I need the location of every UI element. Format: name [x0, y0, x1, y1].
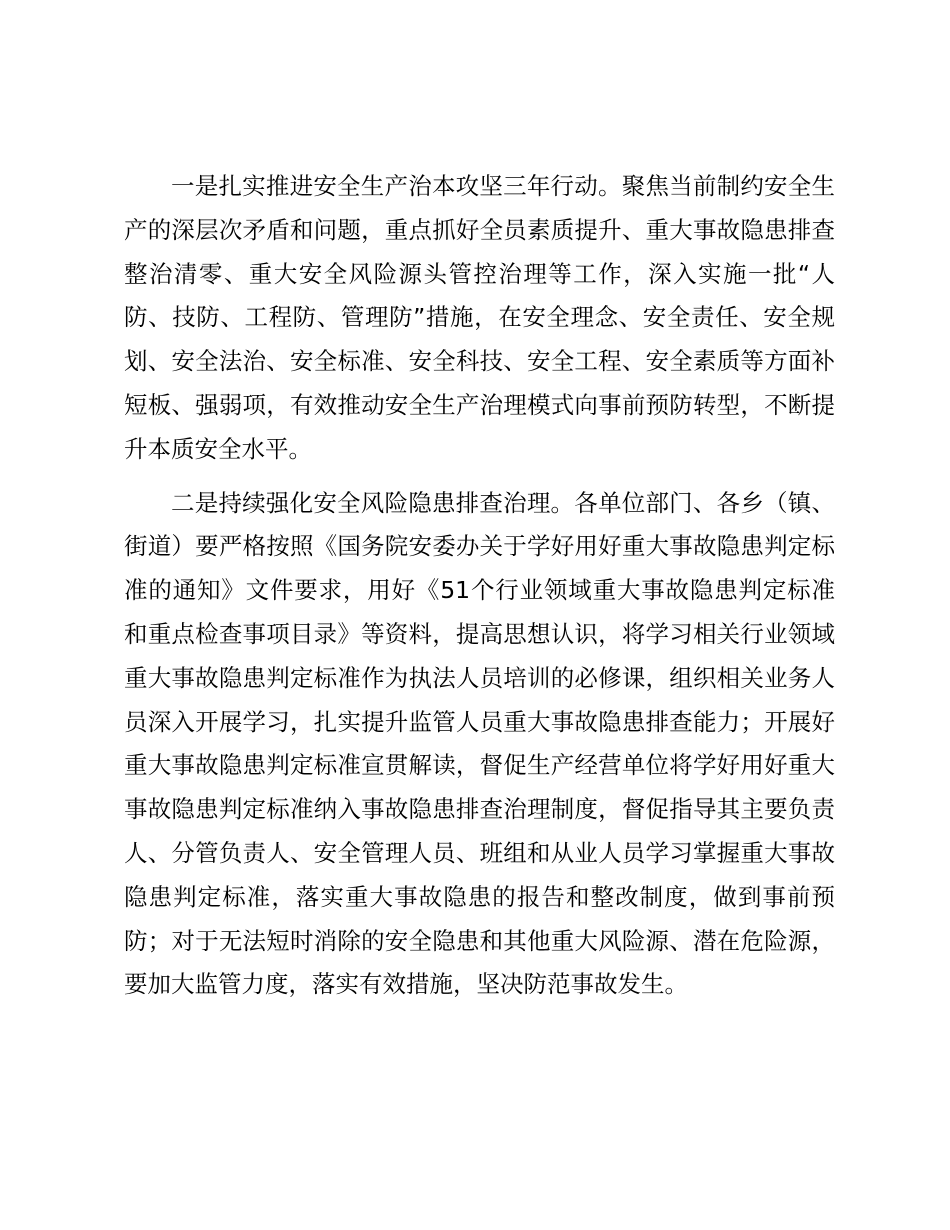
paragraph-2: 二是持续强化安全风险隐患排查治理。各单位部门、各乡（镇、街道）要严格按照《国务院安委办关于学好用好重大事故隐患判定标准的通知》文件要求，用好《51个行业领域重大事故隐患判定标准和重点检查事项目录》等资料，提高思想认识，将学习相关行业领域重大事故隐患判定标准作为执法人员培训的必修课，组织相关业务人员深入开展学习，扎实提升监管人员重大事故隐患排查能力；开展好重大事故隐患判定标准宣贯解读，督促生产经营单位将学好用好重大事故隐患判定标准纳入事故隐患排查治理制度，督促指导其主要负责人、分管负责人、安全管理人员、班组和从业人员学习掌握重大事故隐患判定标准，落实重大事故隐患的报告和整改制度，做到事前预防；对于无法短时消除的安全隐患和其他重大风险源、潜在危险源，要加大监管力度，落实有效措施，坚决防范事故发生。	[124, 488, 835, 999]
paragraph-1: 一是扎实推进安全生产治本攻坚三年行动。聚焦当前制约安全生产的深层次矛盾和问题，重点抓好全员素质提升、重大事故隐患排查整治清零、重大安全风险源头管控治理等工作，深入实施一批“人防、技防、工程防、管理防”措施，在安全理念、安全责任、安全规划、安全法治、安全标准、安全科技、安全工程、安全素质等方面补短板、强弱项，有效推动安全生产治理模式向事前预防转型，不断提升本质安全水平。	[124, 172, 835, 463]
document-body	[124, 165, 835, 1017]
